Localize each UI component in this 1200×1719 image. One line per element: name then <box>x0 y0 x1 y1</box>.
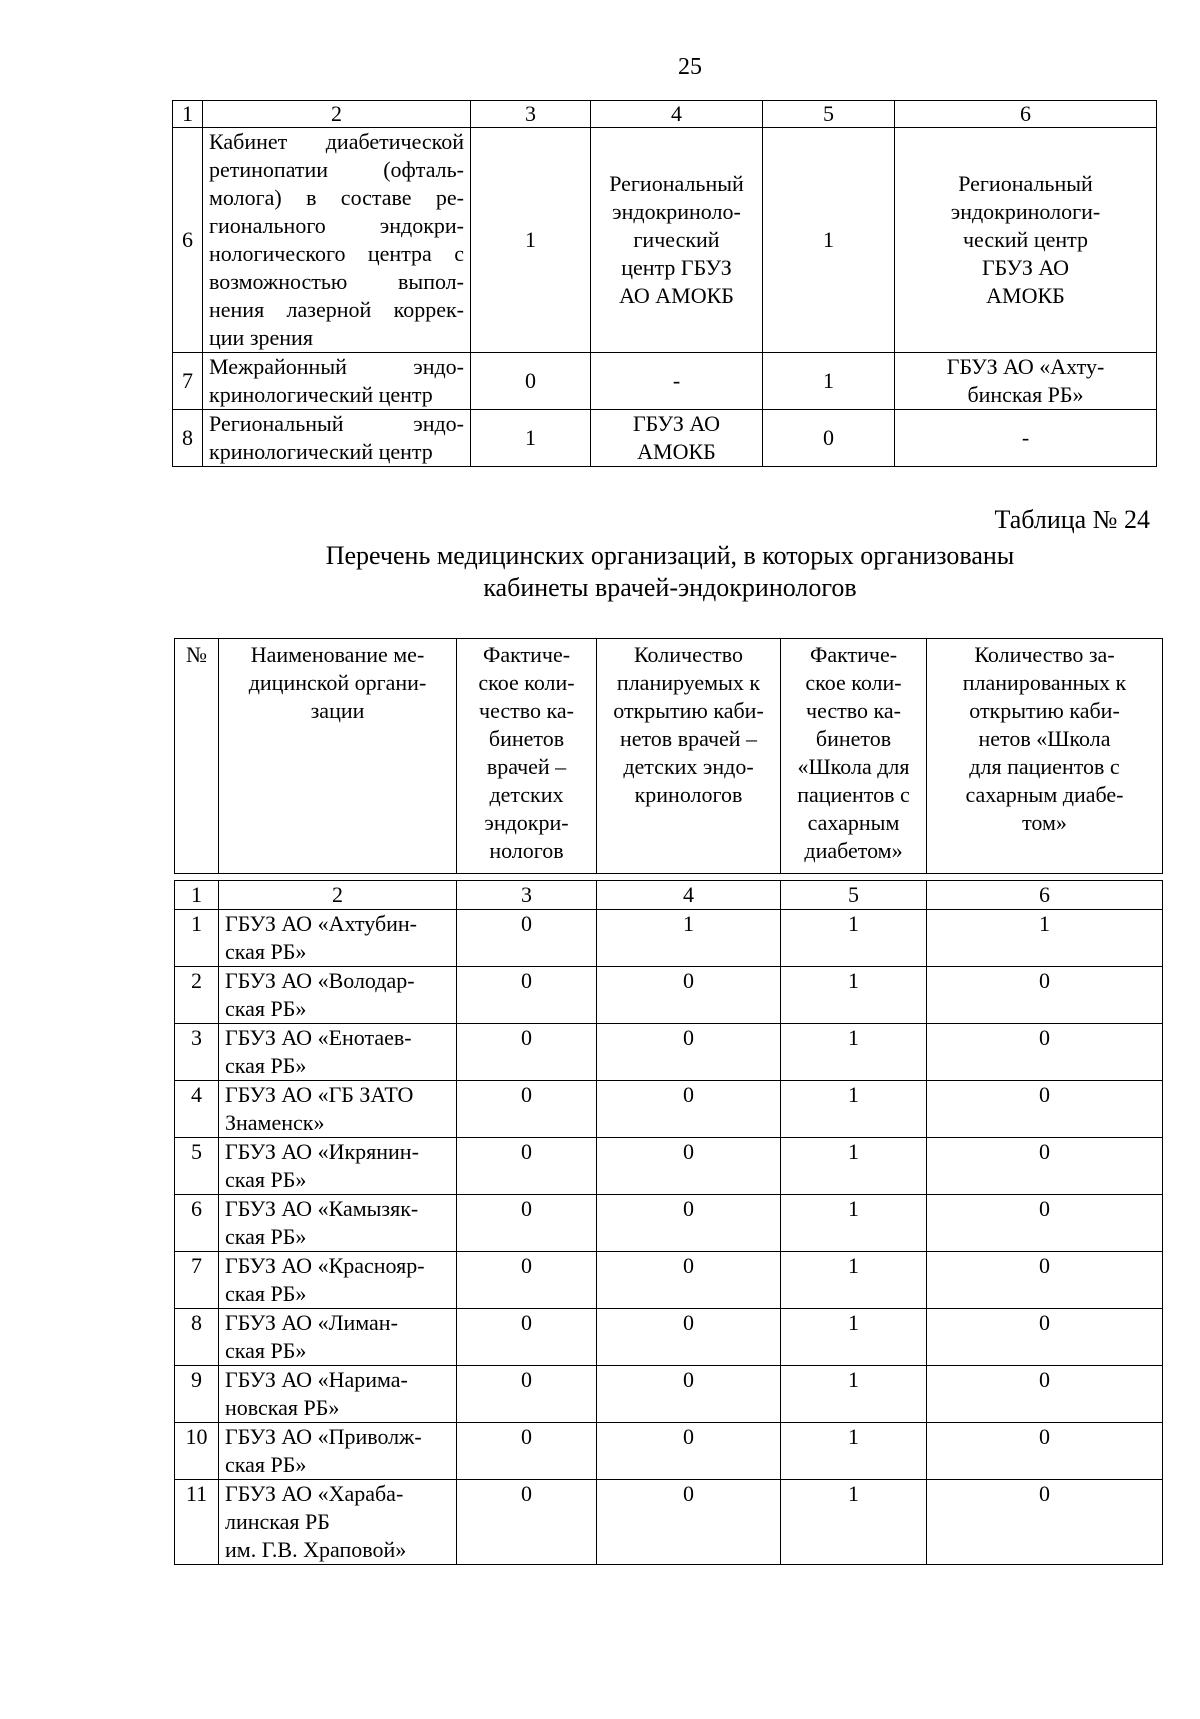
organization-name-line: ГБУЗ АО «Хараба- <box>225 1481 404 1506</box>
organization-name-line: Знаменск» <box>225 1110 325 1135</box>
location-value <box>895 353 1157 410</box>
column-header-line: открытию каби- <box>613 698 764 723</box>
row-number: 5 <box>175 1138 219 1195</box>
organization-name-line: ГБУЗ АО «Краснояр- <box>225 1253 425 1278</box>
column-header-line: эндокри- <box>484 810 569 835</box>
organization-name <box>219 967 457 1024</box>
count-value: 0 <box>927 1423 1163 1480</box>
count-value: 1 <box>597 910 781 967</box>
count-value: 0 <box>457 1081 597 1138</box>
table-row <box>175 1309 1163 1366</box>
count-value: 0 <box>927 1252 1163 1309</box>
column-header <box>219 639 457 874</box>
count-value: 1 <box>763 128 895 353</box>
organization-name-line: ская РБ» <box>225 1053 307 1078</box>
count-value: 1 <box>781 1138 927 1195</box>
center-name-line: гионального эндокри- <box>209 213 464 238</box>
column-header-line: кринологов <box>634 782 743 807</box>
organization-name-line: ГБУЗ АО «Ахтубин- <box>225 911 418 936</box>
count-value: 0 <box>927 1195 1163 1252</box>
location-value-line: Региональный <box>609 171 744 196</box>
center-name-line: ции зрения <box>209 325 313 350</box>
column-header-line: врачей – <box>486 754 567 779</box>
organization-name-line: ская РБ» <box>225 1224 307 1249</box>
table-row <box>175 1081 1163 1138</box>
column-header-line: планируемых к <box>616 670 761 695</box>
location-value <box>591 128 763 353</box>
row-number: 3 <box>175 1024 219 1081</box>
column-header <box>457 639 597 874</box>
table-row <box>175 910 1163 967</box>
location-value-line: АО АМОКБ <box>619 283 734 308</box>
count-value: 1 <box>781 1423 927 1480</box>
column-header-line: зации <box>310 698 365 723</box>
column-number: 3 <box>457 881 597 910</box>
location-value-line: бинская РБ» <box>967 382 1084 407</box>
table-row <box>175 1195 1163 1252</box>
column-header-line: нетов «Школа <box>978 726 1111 751</box>
center-name <box>203 128 471 353</box>
count-value: 0 <box>597 1081 781 1138</box>
column-header-line: Фактиче- <box>482 642 571 667</box>
center-name-line: молога) в составе ре- <box>209 185 464 210</box>
count-value: 0 <box>597 1366 781 1423</box>
column-number: 2 <box>203 101 471 128</box>
location-value-line: гический <box>633 227 720 252</box>
organization-name-line: ская РБ» <box>225 1338 307 1363</box>
row-number: 9 <box>175 1366 219 1423</box>
count-value: 0 <box>927 1138 1163 1195</box>
table-row <box>175 1480 1163 1565</box>
row-number: 11 <box>175 1480 219 1565</box>
row-number: 8 <box>175 1309 219 1366</box>
table-row <box>175 967 1163 1024</box>
count-value: 1 <box>781 1024 927 1081</box>
column-header-line: чество ка- <box>479 698 574 723</box>
organization-name-line: ская РБ» <box>225 996 307 1021</box>
column-number: 4 <box>597 881 781 910</box>
organization-name-line: им. Г.В. Храповой» <box>225 1537 407 1562</box>
organization-name-line: линская РБ <box>225 1509 330 1534</box>
row-number: 4 <box>175 1081 219 1138</box>
organization-name-line: ская РБ» <box>225 1452 307 1477</box>
organization-name-line: ГБУЗ АО «Приволж- <box>225 1424 422 1449</box>
column-number: 4 <box>591 101 763 128</box>
count-value: 0 <box>597 1423 781 1480</box>
table-row <box>173 128 1157 353</box>
organization-name-line: ская РБ» <box>225 939 307 964</box>
count-value: 1 <box>781 1366 927 1423</box>
count-value: 0 <box>597 1195 781 1252</box>
column-number: 1 <box>173 101 203 128</box>
column-header-line: «Школа для <box>797 754 910 779</box>
organization-name-line: ская РБ» <box>225 1167 307 1192</box>
location-value-line: Региональный <box>958 171 1093 196</box>
center-name-line: нения лазерной коррек- <box>209 297 464 322</box>
count-value: 0 <box>597 1138 781 1195</box>
location-value <box>895 128 1157 353</box>
page-number: 25 <box>678 54 702 80</box>
count-value: 1 <box>781 1195 927 1252</box>
organization-name <box>219 1366 457 1423</box>
center-name-line: Региональный эндо- <box>209 411 464 436</box>
count-value: 0 <box>457 1195 597 1252</box>
location-value-line: эндокринологи- <box>950 199 1101 224</box>
table-row <box>175 1252 1163 1309</box>
count-value: 0 <box>457 1423 597 1480</box>
count-value: 0 <box>457 1366 597 1423</box>
count-value: 0 <box>927 1480 1163 1565</box>
organization-name-line: ская РБ» <box>225 1281 307 1306</box>
row-number: 10 <box>175 1423 219 1480</box>
organization-name <box>219 1480 457 1565</box>
organization-name-line: ГБУЗ АО «Лиман- <box>225 1310 398 1335</box>
column-header-line: ское коли- <box>478 670 575 695</box>
count-value: 0 <box>471 353 591 410</box>
table-row <box>175 1138 1163 1195</box>
column-number: 6 <box>927 881 1163 910</box>
table-row <box>175 1423 1163 1480</box>
count-value: 1 <box>781 1252 927 1309</box>
center-name <box>203 410 471 467</box>
column-header-line: сахарным диабе- <box>965 782 1124 807</box>
location-value <box>591 410 763 467</box>
count-value: 0 <box>597 1252 781 1309</box>
row-number: 2 <box>175 967 219 1024</box>
location-value: - <box>895 410 1157 467</box>
count-value: 0 <box>457 1252 597 1309</box>
center-name <box>203 353 471 410</box>
organization-name-line: ГБУЗ АО «Енотаев- <box>225 1025 412 1050</box>
location-value-line: АМОКБ <box>637 439 716 464</box>
column-number: 6 <box>895 101 1157 128</box>
count-value: 0 <box>457 910 597 967</box>
table-row <box>175 1366 1163 1423</box>
row-number: 8 <box>173 410 203 467</box>
column-header <box>175 639 219 874</box>
center-name-line: ретинопатии (офталь- <box>209 157 464 182</box>
count-value: 0 <box>927 1081 1163 1138</box>
table-row <box>175 1024 1163 1081</box>
organization-name-line: новская РБ» <box>225 1395 340 1420</box>
count-value: 1 <box>781 1480 927 1565</box>
count-value: 1 <box>781 910 927 967</box>
organizations-table <box>174 880 1163 1565</box>
column-header-line: нетов врачей – <box>619 726 758 751</box>
organization-name-line: ГБУЗ АО «Нарима- <box>225 1367 408 1392</box>
column-number: 1 <box>175 881 219 910</box>
column-header-line: для пациентов с <box>969 754 1120 779</box>
count-value: 0 <box>927 1309 1163 1366</box>
count-value: 0 <box>457 1309 597 1366</box>
count-value: 0 <box>763 410 895 467</box>
column-header-line: открытию каби- <box>969 698 1120 723</box>
column-number-row <box>173 101 1157 128</box>
organization-name-line: ГБУЗ АО «Камызяк- <box>225 1196 419 1221</box>
column-header-line: диабетом» <box>804 838 903 863</box>
location-value-line: ГБУЗ АО <box>632 411 721 436</box>
column-header-line: Наименование ме- <box>250 642 425 667</box>
column-header-line: ское коли- <box>805 670 902 695</box>
organization-name-line: ГБУЗ АО «Володар- <box>225 968 415 993</box>
count-value: 1 <box>781 1309 927 1366</box>
organization-name <box>219 1138 457 1195</box>
count-value: 1 <box>781 967 927 1024</box>
column-header-line: детских эндо- <box>623 754 754 779</box>
center-name-line: нологического центра с <box>209 241 464 266</box>
location-value-line: ГБУЗ АО <box>981 255 1070 280</box>
header-row <box>175 639 1163 874</box>
row-number: 7 <box>175 1252 219 1309</box>
count-value: 0 <box>927 1366 1163 1423</box>
column-number: 3 <box>471 101 591 128</box>
organization-name <box>219 1309 457 1366</box>
organization-name <box>219 1195 457 1252</box>
table-row <box>173 410 1157 467</box>
column-header-line: детских <box>489 782 564 807</box>
column-header-line: № <box>186 642 207 667</box>
column-header-line: сахарным <box>807 810 900 835</box>
count-value: 1 <box>781 1081 927 1138</box>
count-value: 0 <box>457 1024 597 1081</box>
count-value: 1 <box>763 353 895 410</box>
table-title-line: Перечень медицинских организаций, в которых организованы <box>325 541 1015 570</box>
count-value: 1 <box>927 910 1163 967</box>
location-value-line: ческий центр <box>962 227 1089 252</box>
center-name-line: Межрайонный эндо- <box>209 354 464 379</box>
column-header-line: бинетов <box>815 726 892 751</box>
count-value: 0 <box>597 967 781 1024</box>
column-header-line: бинетов <box>488 726 565 751</box>
count-value: 0 <box>597 1024 781 1081</box>
organization-name <box>219 1081 457 1138</box>
column-number-row <box>175 881 1163 910</box>
organizations-table-header <box>174 638 1163 874</box>
table-title-line: кабинеты врачей-эндокринологов <box>483 573 857 602</box>
column-header-line: планированных к <box>962 670 1127 695</box>
column-header-line: дицинской органи- <box>248 670 427 695</box>
center-name-line: Кабинет диабетической <box>209 129 464 154</box>
table-title <box>170 540 1170 604</box>
count-value: 1 <box>471 410 591 467</box>
location-value-line: эндокриноло- <box>612 199 741 224</box>
column-number: 5 <box>781 881 927 910</box>
column-header-line: Фактиче- <box>809 642 898 667</box>
column-header-line: Количество <box>633 642 744 667</box>
column-header-line: пациентов с <box>797 782 910 807</box>
organization-name-line: ГБУЗ АО «Икрянин- <box>225 1139 419 1164</box>
table-row <box>173 353 1157 410</box>
center-name-line: кринологический центр <box>209 382 433 407</box>
count-value: 0 <box>927 1024 1163 1081</box>
row-number: 7 <box>173 353 203 410</box>
continued-table <box>172 100 1157 467</box>
row-number: 6 <box>173 128 203 353</box>
column-header <box>927 639 1163 874</box>
location-value-line: центр ГБУЗ <box>621 255 732 280</box>
organization-name-line: ГБУЗ АО «ГБ ЗАТО <box>225 1082 414 1107</box>
table-caption: Таблица № 24 <box>994 505 1150 534</box>
center-name-line: возможностью выпол- <box>209 269 464 294</box>
row-number: 1 <box>175 910 219 967</box>
column-header-line: чество ка- <box>806 698 901 723</box>
count-value: 0 <box>457 967 597 1024</box>
column-header-line: Количество за- <box>974 642 1115 667</box>
count-value: 0 <box>457 1480 597 1565</box>
center-name-line: кринологический центр <box>209 439 433 464</box>
count-value: 0 <box>457 1138 597 1195</box>
count-value: 0 <box>597 1309 781 1366</box>
column-number: 5 <box>763 101 895 128</box>
location-value: - <box>591 353 763 410</box>
count-value: 1 <box>471 128 591 353</box>
location-value-line: АМОКБ <box>986 283 1065 308</box>
column-header <box>597 639 781 874</box>
column-header-line: нологов <box>489 838 564 863</box>
column-header <box>781 639 927 874</box>
row-number: 6 <box>175 1195 219 1252</box>
column-number: 2 <box>219 881 457 910</box>
count-value: 0 <box>597 1480 781 1565</box>
column-header-line: том» <box>1022 810 1067 835</box>
organization-name <box>219 910 457 967</box>
count-value: 0 <box>927 967 1163 1024</box>
organization-name <box>219 1252 457 1309</box>
location-value-line: ГБУЗ АО «Ахту- <box>946 354 1105 379</box>
organization-name <box>219 1423 457 1480</box>
organization-name <box>219 1024 457 1081</box>
